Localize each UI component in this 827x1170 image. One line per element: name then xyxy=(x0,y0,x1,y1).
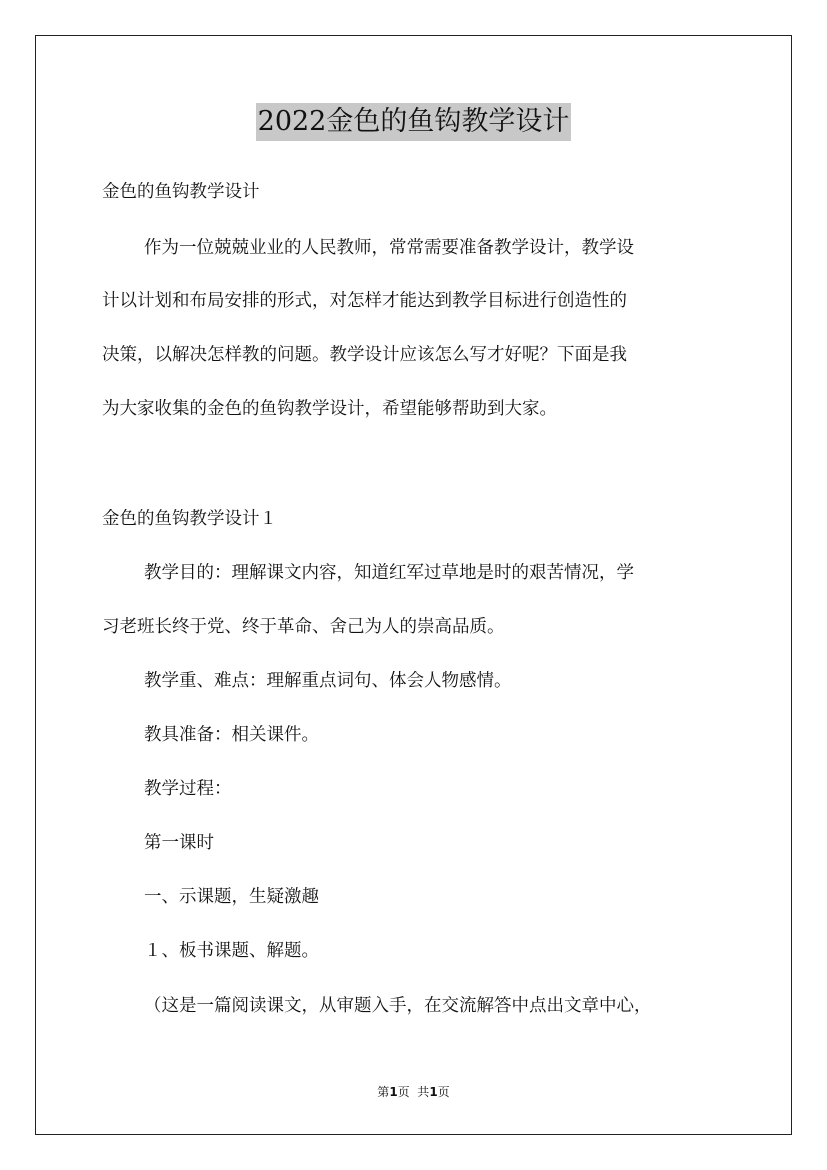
body-line: 决策，以解决怎样教的问题。教学设计应该怎么写才好呢？下面是我 xyxy=(102,345,627,365)
footer-mid: 页 共 xyxy=(397,1085,430,1099)
footer-suffix: 页 xyxy=(437,1085,450,1099)
document-title: 2022金色的鱼钩教学设计 xyxy=(256,103,572,141)
body-line: １、板书课题、解题。 xyxy=(144,941,319,961)
body-line: （这是一篇阅读课文，从审题入手，在交流解答中点出文章中心， xyxy=(144,996,652,1016)
body-line: 作为一位兢兢业业的人民教师，常常需要准备教学设计，教学设 xyxy=(144,238,634,258)
body-line: 教学目的：理解课文内容，知道红军过草地是时的艰苦情况，学 xyxy=(144,563,634,583)
section-heading: 金色的鱼钩教学设计１ xyxy=(102,509,277,529)
body-line: 第一课时 xyxy=(144,833,214,853)
page-footer xyxy=(0,1084,827,1100)
footer-page-total: 1 xyxy=(429,1085,438,1099)
title-container xyxy=(0,103,827,141)
body-line: 教学重、难点：理解重点词句、体会人物感情。 xyxy=(144,671,512,691)
body-line: 教具准备：相关课件。 xyxy=(144,725,319,745)
body-line: 一、示课题，生疑激趣 xyxy=(144,887,319,907)
body-line: 计以计划和布局安排的形式，对怎样才能达到教学目标进行创造性的 xyxy=(102,291,627,311)
section-heading: 金色的鱼钩教学设计 xyxy=(102,182,260,202)
body-line: 习老班长终于党、终于革命、舍己为人的崇高品质。 xyxy=(102,617,505,637)
footer-prefix: 第 xyxy=(377,1085,390,1099)
footer-page-number: 1 xyxy=(389,1085,398,1099)
body-line: 教学过程： xyxy=(144,779,232,799)
body-line: 为大家收集的金色的鱼钩教学设计，希望能够帮助到大家。 xyxy=(102,399,557,419)
